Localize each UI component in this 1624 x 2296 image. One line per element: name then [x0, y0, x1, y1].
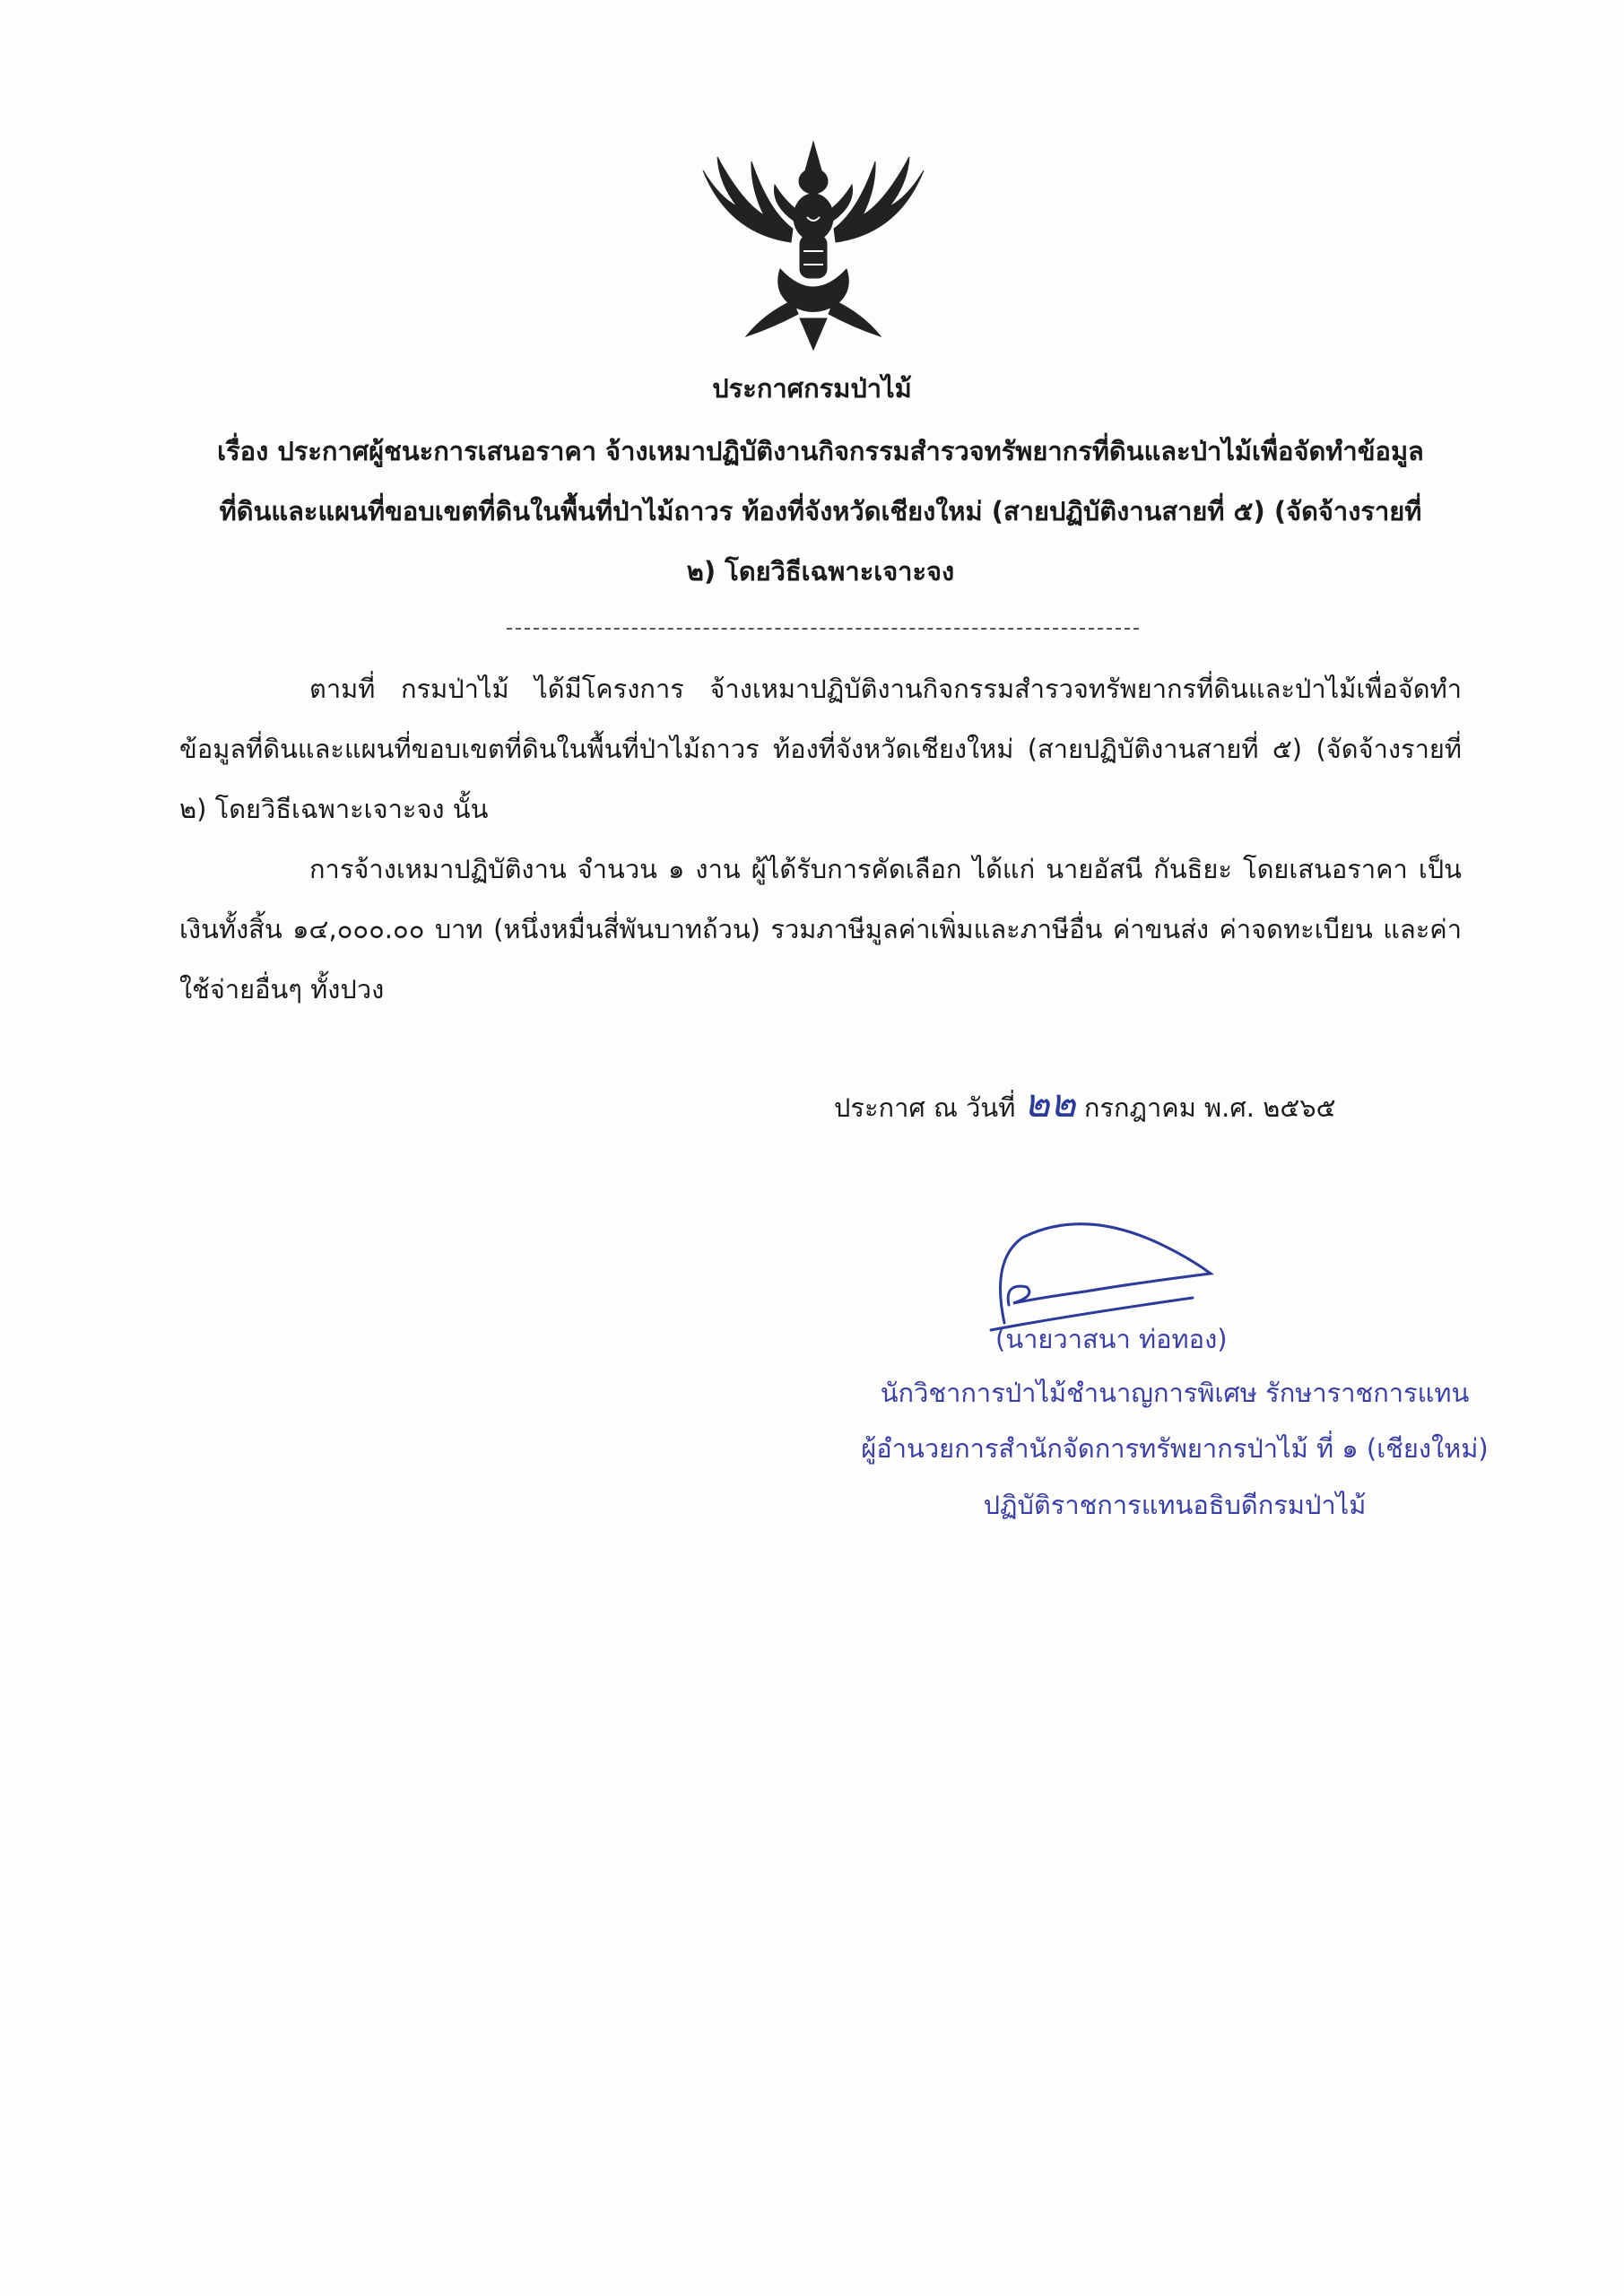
garuda-emblem-icon [692, 135, 934, 354]
signature-scribble [986, 1197, 1220, 1332]
signatory-title-2: ผู้อำนวยการสำนักจัดการทรัพยากรป่าไม้ ที่ ๑ (เชียงใหม่) [861, 1433, 1489, 1464]
subject-line-3: ๒) โดยวิธีเฉพาะเจาะจง [686, 556, 955, 587]
signatory-name: (นายวาสนา ท่อทอง) [995, 1324, 1228, 1354]
date-prefix: ประกาศ ณ วันที่ [834, 1092, 1016, 1123]
paragraph-winner: การจ้างเหมาปฏิบัติงาน จำนวน ๑ งาน ผู้ได้รับการคัดเลือก ได้แก่ นายอัสนี กันธิยะ โดยเสนอราคา เป็นเงินทั้งสิ้น ๑๔,๐๐๐.๐๐ บาท (หนึ่งหมื่นสี่พันบาทถ้วน) รวมภาษีมูลค่าเพิ่มและภาษีอื่น ค่าขนส่ง ค่าจดทะเบียน และค่าใช้จ่ายอื่นๆ ทั้งปวง [179, 854, 1462, 1004]
signatory-title-1: นักวิชาการป่าไม้ชำนาญการพิเศษ รักษาราชการแทน [880, 1378, 1470, 1408]
date-day-handwritten: ๒๒ [1023, 1081, 1076, 1126]
date-month-year: กรกฎาคม พ.ศ. ๒๕๖๕ [1083, 1092, 1336, 1123]
subject-line-2: ที่ดินและแผนที่ขอบเขตที่ดินในพื้นที่ป่าไม้ถาวร ท้องที่จังหวัดเชียงใหม่ (สายปฏิบัติงานสายที่ ๕) (จัดจ้างรายที่ [219, 496, 1422, 526]
paragraph-project: ตามที่ กรมป่าไม้ ได้มีโครงการ จ้างเหมาปฏิบัติงานกิจกรรมสำรวจทรัพยากรที่ดินและป่าไม้เพื่อจัดทำข้อมูลที่ดินและแผนที่ขอบเขตที่ดินในพื้นที่ป่าไม้ถาวร ท้องที่จังหวัดเชียงใหม่ (สายปฏิบัติงานสายที่ ๕) (จัดจ้างรายที่ ๒) โดยวิธีเฉพาะเจาะจง นั้น [179, 674, 1462, 824]
announcement-title: ประกาศกรมป่าไม้ [712, 373, 912, 404]
signatory-title-3: ปฏิบัติราชการแทนอธิบดีกรมป่าไม้ [983, 1490, 1367, 1520]
announcement-date [834, 1072, 1336, 1135]
subject-line-1: เรื่อง ประกาศผู้ชนะการเสนอราคา จ้างเหมาปฏิบัติงานกิจกรรมสำรวจทรัพยากรที่ดินและป่าไม้เพื่อจัดทำข้อมูล [217, 436, 1424, 466]
divider-line [507, 628, 1139, 630]
body-section [179, 659, 1462, 1020]
